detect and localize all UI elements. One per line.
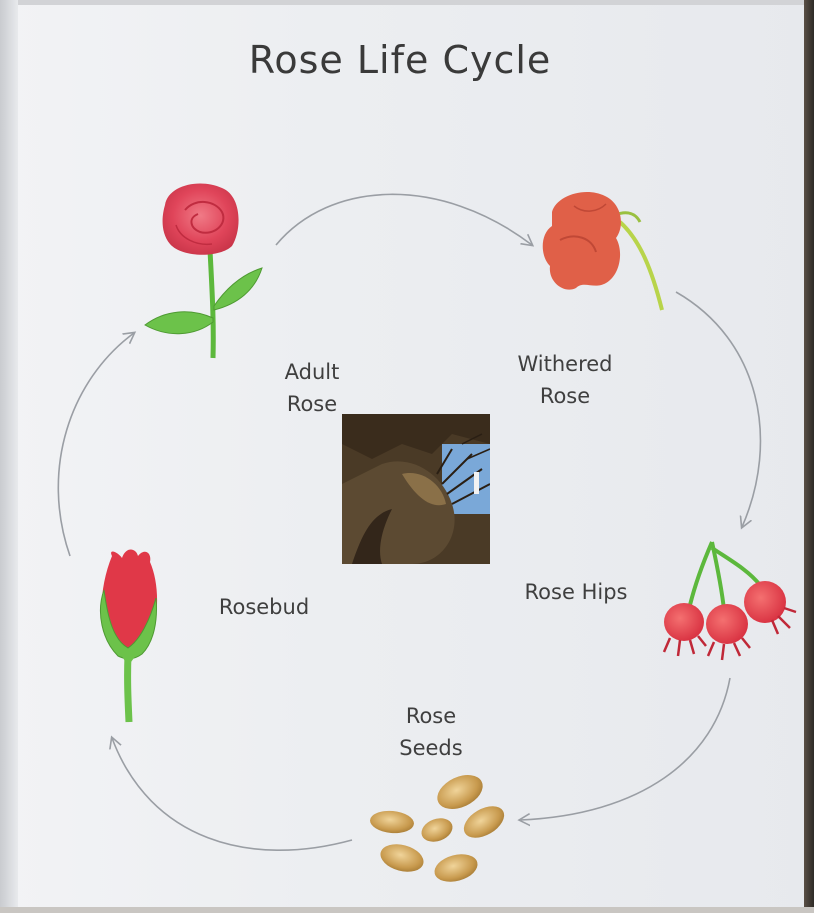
cycle-arrow-icon	[58, 333, 134, 556]
stage-label-line: Seeds	[399, 736, 463, 760]
stage-label-line: Rose	[539, 384, 591, 408]
cycle-arrow-icon	[520, 678, 730, 820]
stage-label-line: Withered	[517, 352, 613, 376]
stage-label-rosebud: Rosebud	[218, 595, 310, 619]
rose-seeds-icon	[369, 768, 509, 886]
center-photo	[342, 414, 490, 564]
cycle-arrow-icon	[676, 292, 760, 527]
stage-label-line: Rose	[286, 392, 338, 416]
rose-hips-icon	[664, 542, 796, 660]
stage-label-line: Adult	[284, 360, 340, 384]
adult-rose-icon	[145, 183, 262, 358]
cycle-arrow-icon	[276, 194, 532, 245]
rosebud-icon	[100, 550, 157, 723]
stage-label-rose-hips: Rose Hips	[524, 580, 628, 604]
stage-label-adult-rose	[262, 356, 362, 420]
stage-label-rose-seeds	[386, 700, 476, 764]
stage-label-withered-rose	[500, 348, 630, 412]
diagram-title: Rose Life Cycle	[248, 38, 552, 82]
withered-rose-icon	[543, 192, 662, 310]
cycle-arrow-icon	[112, 738, 352, 850]
stage-label-line: Rose	[405, 704, 457, 728]
center-photo-image	[342, 414, 490, 564]
